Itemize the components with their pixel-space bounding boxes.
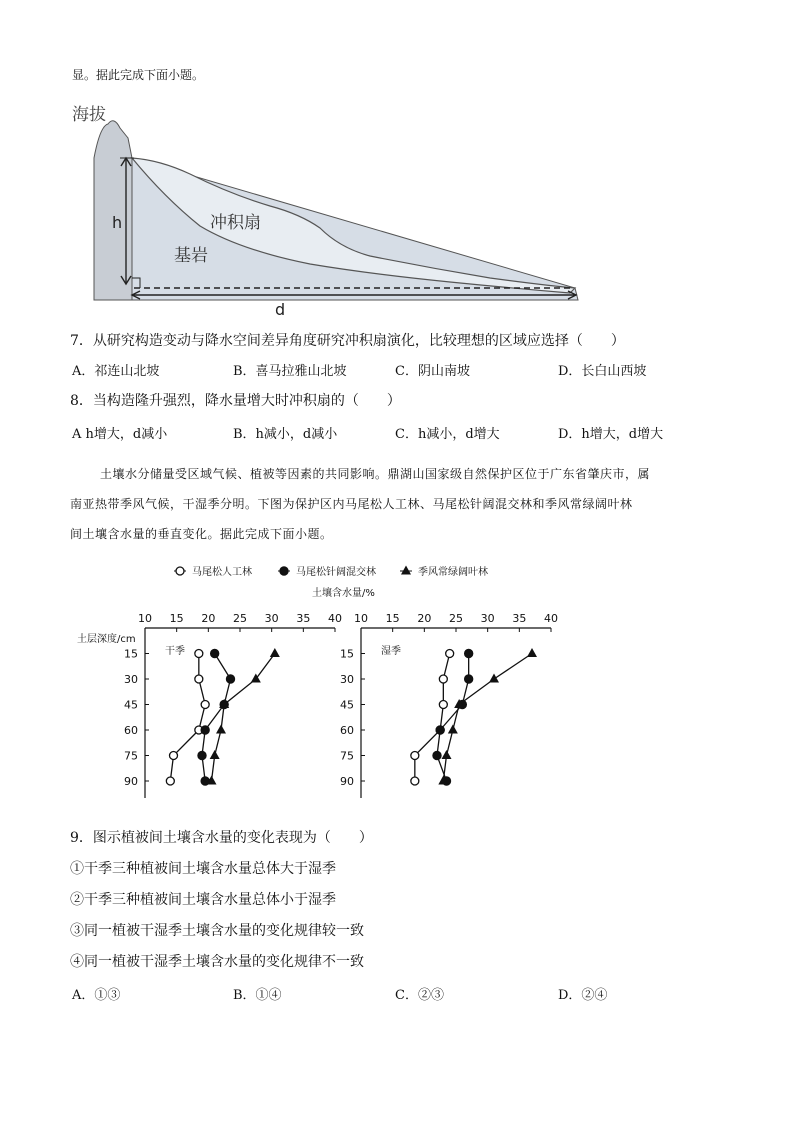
panel-2-xtick-label: 40 [544,612,558,625]
panel-1-xtick-label: 30 [264,612,279,625]
panel-1-xtick-label: 20 [201,612,216,625]
panel-2-series-3-line [443,654,532,782]
panel-1-series-1-point-5 [170,752,178,760]
panel-2-xtick-label: 20 [417,612,432,625]
panel-1-series-1-point-1 [195,650,203,658]
altitude-axis-label: 海拔 [72,105,106,125]
q7-option-c[interactable]: C．阴山南坡 [395,364,470,379]
soil-moisture-chart [0,555,794,805]
q7-option-b[interactable]: B．喜马拉雅山北坡 [233,364,347,379]
panel-2-ytick-label: 90 [340,775,354,788]
q9-statement-1: ①干季三种植被间土壤含水量总体大于湿季 [70,861,336,877]
q9-option-b[interactable]: B．①④ [233,988,282,1003]
panel-1-ytick-label: 15 [124,647,138,661]
legend-marker-1 [176,567,184,575]
panel-2-series-2-point-5 [433,751,441,759]
intro-line: 显。据此完成下面小题。 [72,68,205,82]
panel-1-xtick-label: 25 [233,612,247,625]
panel-1-series-1-line [170,654,205,782]
q9-statement-2: ②干季三种植被间土壤含水量总体小于湿季 [70,892,336,908]
panel-1-xtick-label: 15 [169,612,184,625]
q9-stem: 9．图示植被间土壤含水量的变化表现为（ ） [70,830,373,846]
panel-1-series-2-point-1 [210,649,218,657]
legend-label-2: 马尾松针阔混交林 [296,567,376,578]
panel-2-series-3-point-2 [489,674,499,683]
panel-2-series-1-point-1 [446,650,454,658]
passage-line-1: 土壤水分储量受区域气候、植被等因素的共同影响。鼎湖山国家级自然保护区位于广东省肇庆市，属 [100,467,651,481]
panel-1-series-2-point-2 [226,675,234,683]
passage-line-2: 南亚热带季风气候，干湿季分明。下图为保护区内马尾松人工林、马尾松针阔混交林和季风常绿阔叶林 [70,497,633,511]
panel-2-series-1-point-3 [439,701,447,709]
panel-1-series-2-line [202,654,231,782]
q9-statement-4: ④同一植被干湿季土壤含水量的变化规律不一致 [70,954,364,970]
panel-2-series-1-point-5 [411,752,419,760]
panel-1-series-1-point-2 [195,675,203,683]
panel-1-ytick-label: 30 [124,673,138,686]
panel-1-xtick-label: 35 [296,612,311,625]
panel-2-xtick-label: 35 [512,612,527,625]
q8-option-a[interactable]: A h增大，d减小 [72,427,168,442]
panel-1-ytick-label: 90 [124,775,138,788]
panel-2-xtick-label: 25 [449,612,463,625]
panel-1-ytick-label: 75 [124,749,138,763]
q9-option-a[interactable]: A．①③ [72,988,121,1003]
panel-1-series-1-point-6 [166,777,174,785]
legend-marker-2 [280,567,288,575]
q7-option-d[interactable]: D．长白山西坡 [558,364,647,379]
q9-option-c[interactable]: C．②③ [395,988,444,1003]
panel-1-series-3-point-1 [270,648,280,657]
bedrock-label: 基岩 [174,246,208,266]
panel-1-ytick-label: 45 [124,698,138,712]
panel-1-series-3-point-4 [216,725,226,734]
panel-1-xtick-label: 40 [328,612,342,625]
panel-2-series-1-line [415,654,450,782]
q9-option-d[interactable]: D．②④ [558,988,608,1003]
chart-ylabel: 土层深度/cm [77,634,136,645]
h-label: h [112,213,123,232]
panel-1-series-3-line [212,654,275,782]
panel-1-series-3-point-5 [210,750,220,759]
panel-2-xtick-label: 15 [385,612,400,625]
legend-label-3: 季风常绿阔叶林 [418,567,488,578]
alluvial-fan-figure [70,98,590,320]
d-label: d [275,300,286,319]
chart-xlabel: 土壤含水量/% [312,588,375,599]
panel-2-series-3-point-4 [448,725,458,734]
panel-2-ytick-label: 45 [340,698,354,712]
q8-option-b[interactable]: B．h减小，d减小 [233,427,338,442]
panel-2-series-2-point-4 [436,726,444,734]
legend-marker-3 [401,566,411,575]
panel-2-series-3-point-1 [527,648,537,657]
legend-label-1: 马尾松人工林 [192,567,252,578]
panel-1-series-2-point-5 [198,751,206,759]
q8-option-c[interactable]: C．h减小，d增大 [395,427,500,442]
panel-2-series-3-point-5 [442,750,452,759]
panel-1-title: 干季 [165,646,185,657]
panel-1-series-1-point-3 [201,701,209,709]
panel-2-ytick-label: 75 [340,749,354,763]
panel-2-ytick-label: 30 [340,673,354,686]
panel-2-ytick-label: 15 [340,647,354,661]
panel-2-series-1-point-6 [411,777,419,785]
panel-2-series-1-point-2 [439,675,447,683]
panel-2-xtick-label: 30 [480,612,495,625]
panel-1-series-2-point-4 [201,726,209,734]
panel-1-ytick-label: 60 [124,724,138,737]
panel-2-ytick-label: 60 [340,724,354,737]
q7-stem: 7．从研究构造变动与降水空间差异角度研究冲积扇演化，比较理想的区域应选择（ ） [70,333,625,349]
panel-2-xtick-label: 10 [354,612,368,625]
q9-statement-3: ③同一植被干湿季土壤含水量的变化规律较一致 [70,923,364,939]
q8-stem: 8．当构造隆升强烈，降水量增大时冲积扇的（ ） [70,393,401,409]
passage-line-3: 间土壤含水量的垂直变化。据此完成下面小题。 [70,527,333,541]
panel-2-series-2-point-2 [464,675,472,683]
panel-1-xtick-label: 10 [138,612,152,625]
q8-option-d[interactable]: D．h增大，d增大 [558,427,664,442]
fan-label: 冲积扇 [210,213,261,233]
panel-2-series-2-point-1 [464,649,472,657]
panel-2-title: 湿季 [381,646,401,657]
q7-option-a[interactable]: A．祁连山北坡 [72,364,160,379]
